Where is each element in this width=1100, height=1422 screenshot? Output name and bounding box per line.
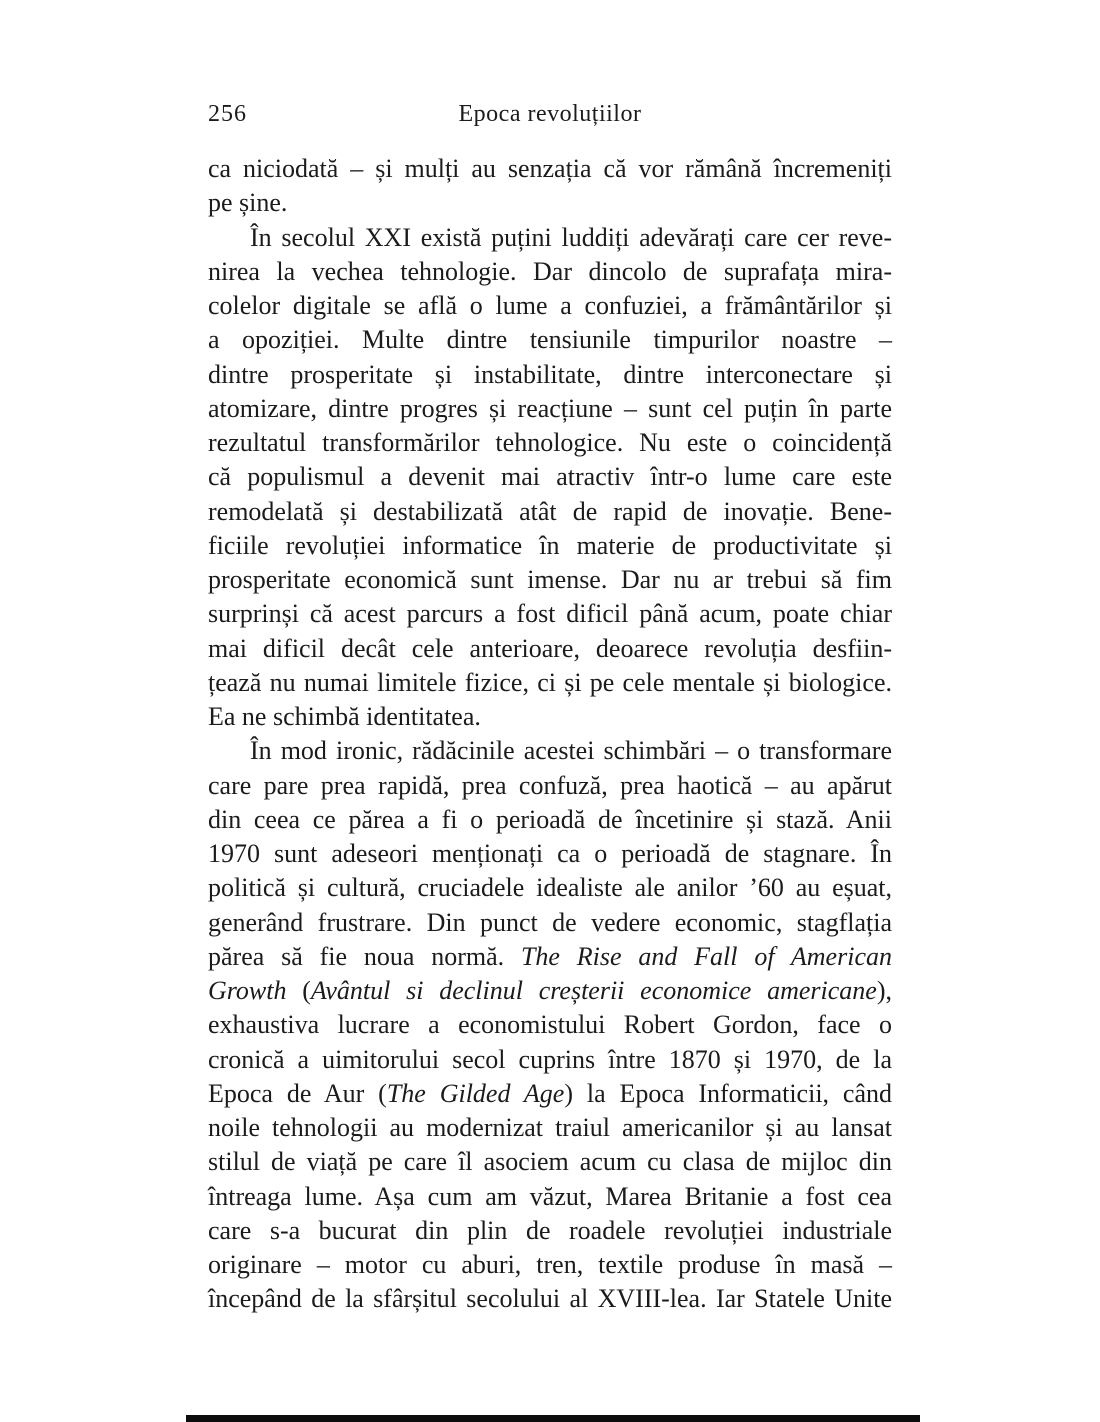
text-line [208, 1077, 892, 1111]
text-line [208, 221, 892, 255]
text-segment: În mod ironic, rădăcinile acestei schimbări – o transformare [250, 736, 892, 766]
text-segment: rezultatul transformărilor tehnologice. Nu este o coincidență [208, 428, 892, 457]
text-segment: politică și cultură, cruciadele idealiste ale anilor ’60 au eșuat, [208, 873, 892, 903]
text-segment: atomizare, dintre progres și reacțiune – sunt cel puțin în parte [208, 393, 892, 423]
text-segment: întreaga lume. Așa cum am văzut, Marea Britanie a fost cea [208, 1181, 892, 1211]
text-segment: Ea ne schimbă identitatea. [208, 702, 481, 731]
text-line [208, 495, 892, 529]
text-segment: originare – motor cu aburi, tren, textile produse în masă – [208, 1250, 892, 1279]
text-segment: remodelată și destabilizată atât de rapid de inovație. Bene- [208, 496, 892, 526]
body-text [208, 152, 892, 1317]
text-segment: noile tehnologii au modernizat traiul americanilor și au lansat [208, 1113, 892, 1142]
text-line [208, 1248, 892, 1282]
text-line [208, 1008, 892, 1042]
text-line [208, 529, 892, 563]
text-segment: cronică a uimitorului secol cuprins între 1870 și 1970, de la [208, 1044, 892, 1074]
text-line [208, 1111, 892, 1145]
scan-artifact-bar [186, 1415, 920, 1422]
text-segment: a opoziției. Multe dintre tensiunile timpurilor noastre – [208, 325, 892, 355]
text-line [208, 871, 892, 905]
text-segment: dintre prosperitate și instabilitate, dintre interconectare și [208, 359, 892, 389]
text-segment: ( [286, 976, 311, 1005]
text-line [208, 632, 892, 666]
text-segment: surprinși că acest parcurs a fost dificil până acum, poate chiar [208, 599, 892, 629]
page-header [208, 99, 892, 129]
text-segment: începând de la sfârșitul secolului al XVIII-lea. Iar Statele Unite [208, 1284, 892, 1314]
text-segment: din ceea ce părea a fi o perioadă de încetinire și stază. Anii [208, 804, 892, 834]
text-line [208, 769, 892, 803]
text-line [208, 1180, 892, 1214]
text-segment: exhaustiva lucrare a economistului Robert Gordon, face o [208, 1010, 892, 1040]
running-title: Epoca revoluțiilor [458, 101, 642, 127]
text-segment: ca niciodată – și mulți au senzația că vor rămână încremeniți [208, 154, 892, 183]
text-line [208, 255, 892, 289]
text-segment: În secolul XXI există puțini luddiți adevărați care cer reve- [250, 222, 892, 252]
text-line [208, 152, 892, 186]
text-segment: care pare prea rapidă, prea confuză, prea haotică – au apărut [208, 770, 892, 800]
page-number: 256 [208, 101, 247, 127]
text-segment: ) la Epoca Informaticii, când [564, 1078, 893, 1108]
text-line [208, 1043, 892, 1077]
text-segment: pe șine. [208, 188, 288, 218]
italic-text-segment: The Gilded Age [386, 1078, 565, 1108]
text-segment: ficiile revoluției informatice în materie de productivitate și [208, 530, 892, 560]
italic-text-segment: The Rise and Fall of American [520, 941, 892, 971]
text-line [208, 1282, 892, 1316]
text-segment: țează nu numai limitele fizice, ci și pe cele mentale și biologice. [208, 667, 892, 697]
text-segment: că populismul a devenit mai atractiv într-o lume care este [208, 462, 892, 492]
text-segment: care s-a bucurat din plin de roadele revoluției industriale [208, 1215, 892, 1245]
text-segment: nirea la vechea tehnologie. Dar dincolo de suprafața mira- [208, 256, 892, 286]
text-segment: 1970 sunt adeseori menționați ca o perioadă de stagnare. În [208, 839, 892, 868]
text-line [208, 974, 892, 1008]
text-segment: Epoca de Aur ( [208, 1078, 387, 1108]
text-segment: prosperitate economică sunt imense. Dar nu ar trebui să fim [208, 565, 892, 594]
text-line [208, 563, 892, 597]
text-line [208, 734, 892, 768]
text-line [208, 1214, 892, 1248]
text-segment: generând frustrare. Din punct de vedere economic, stagflația [208, 907, 892, 937]
text-line [208, 666, 892, 700]
text-segment: stilul de viață pe care îl asociem acum cu clasa de mijloc din [208, 1147, 892, 1177]
text-line [208, 700, 892, 734]
text-line [208, 358, 892, 392]
text-segment: ), [876, 976, 892, 1005]
text-line [208, 289, 892, 323]
italic-text-segment: Avântul si declinul creșterii economice americane [310, 976, 877, 1005]
text-line [208, 906, 892, 940]
text-segment: colelor digitale se află o lume a confuziei, a frământărilor și [208, 291, 892, 320]
text-line [208, 803, 892, 837]
text-line [208, 426, 892, 460]
text-segment: mai dificil decât cele anterioare, deoarece revoluția desfiin- [208, 633, 892, 663]
text-line [208, 940, 892, 974]
text-line [208, 392, 892, 426]
text-line [208, 186, 892, 220]
text-line [208, 460, 892, 494]
text-line [208, 837, 892, 871]
text-line [208, 1145, 892, 1179]
italic-text-segment: Growth [208, 976, 287, 1005]
text-line [208, 323, 892, 357]
text-line [208, 597, 892, 631]
text-segment: părea să fie noua normă. [208, 941, 521, 971]
